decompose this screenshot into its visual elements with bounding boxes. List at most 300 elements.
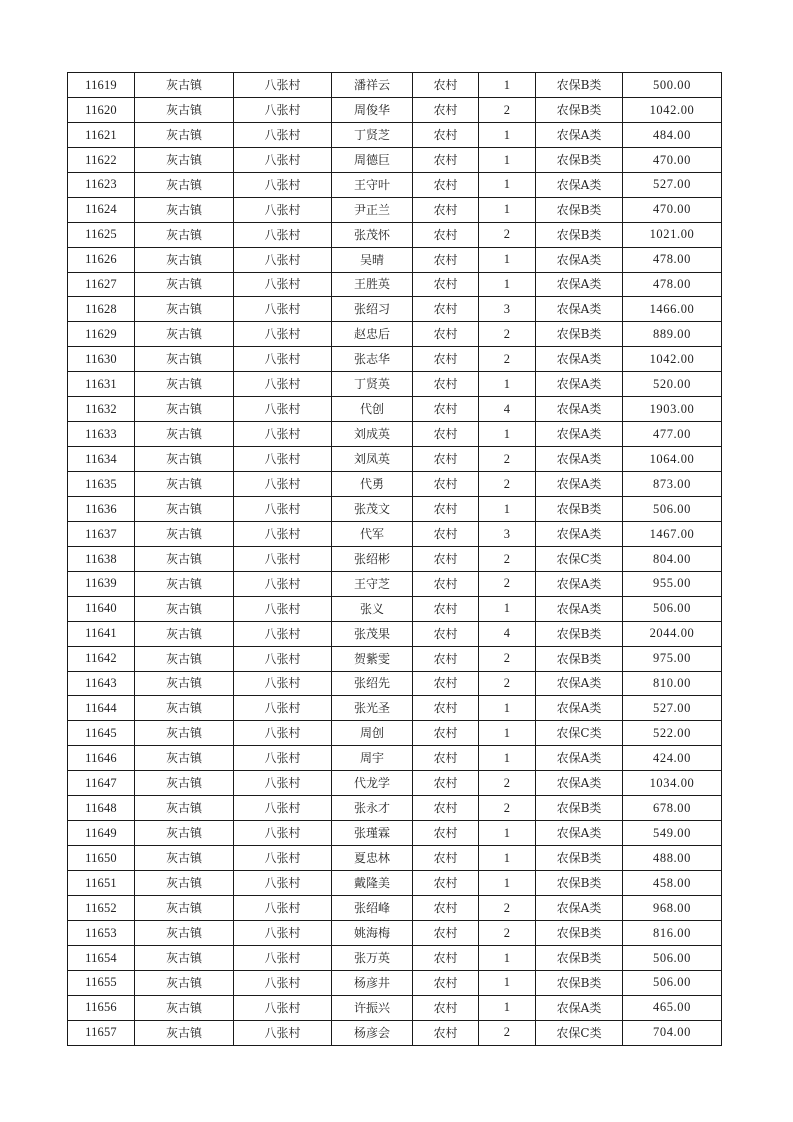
row-id-cell: 11624 <box>68 197 135 222</box>
table-row <box>68 197 722 222</box>
name-cell: 张光圣 <box>332 696 413 721</box>
area-type-cell: 农村 <box>413 347 479 372</box>
table-row <box>68 347 722 372</box>
amount-cell: 975.00 <box>623 646 722 671</box>
household-count-cell: 2 <box>479 671 536 696</box>
amount-cell: 520.00 <box>623 372 722 397</box>
village-cell: 八张村 <box>234 347 332 372</box>
row-id-cell: 11621 <box>68 122 135 147</box>
table-row <box>68 222 722 247</box>
name-cell: 周创 <box>332 721 413 746</box>
row-id-cell: 11634 <box>68 447 135 472</box>
table-row <box>68 796 722 821</box>
row-id-cell: 11632 <box>68 397 135 422</box>
town-cell: 灰古镇 <box>135 920 234 945</box>
amount-cell: 1903.00 <box>623 397 722 422</box>
table-row <box>68 721 722 746</box>
row-id-cell: 11643 <box>68 671 135 696</box>
table-row <box>68 621 722 646</box>
row-id-cell: 11646 <box>68 746 135 771</box>
town-cell: 灰古镇 <box>135 347 234 372</box>
household-count-cell: 1 <box>479 247 536 272</box>
name-cell: 张茂怀 <box>332 222 413 247</box>
amount-cell: 500.00 <box>623 73 722 98</box>
amount-cell: 810.00 <box>623 671 722 696</box>
village-cell: 八张村 <box>234 871 332 896</box>
household-count-cell: 1 <box>479 272 536 297</box>
row-id-cell: 11630 <box>68 347 135 372</box>
table-row <box>68 73 722 98</box>
row-id-cell: 11622 <box>68 147 135 172</box>
amount-cell: 816.00 <box>623 920 722 945</box>
household-count-cell: 2 <box>479 571 536 596</box>
insurance-category-cell: 农保B类 <box>536 796 623 821</box>
table-row <box>68 122 722 147</box>
row-id-cell: 11620 <box>68 97 135 122</box>
table-row <box>68 671 722 696</box>
insurance-category-cell: 农保A类 <box>536 671 623 696</box>
insurance-category-cell: 农保B类 <box>536 945 623 970</box>
table-row <box>68 871 722 896</box>
amount-cell: 1064.00 <box>623 447 722 472</box>
name-cell: 贺紫雯 <box>332 646 413 671</box>
table-row <box>68 771 722 796</box>
table-row <box>68 422 722 447</box>
town-cell: 灰古镇 <box>135 97 234 122</box>
village-cell: 八张村 <box>234 73 332 98</box>
table-row <box>68 895 722 920</box>
name-cell: 丁贤英 <box>332 372 413 397</box>
amount-cell: 527.00 <box>623 172 722 197</box>
town-cell: 灰古镇 <box>135 222 234 247</box>
name-cell: 张万英 <box>332 945 413 970</box>
household-count-cell: 3 <box>479 521 536 546</box>
area-type-cell: 农村 <box>413 895 479 920</box>
area-type-cell: 农村 <box>413 372 479 397</box>
town-cell: 灰古镇 <box>135 571 234 596</box>
name-cell: 王守叶 <box>332 172 413 197</box>
table-body <box>68 73 722 1046</box>
village-cell: 八张村 <box>234 970 332 995</box>
amount-cell: 477.00 <box>623 422 722 447</box>
village-cell: 八张村 <box>234 297 332 322</box>
row-id-cell: 11626 <box>68 247 135 272</box>
village-cell: 八张村 <box>234 496 332 521</box>
household-count-cell: 1 <box>479 721 536 746</box>
table-row <box>68 821 722 846</box>
name-cell: 杨彦井 <box>332 970 413 995</box>
insurance-category-cell: 农保A类 <box>536 397 623 422</box>
town-cell: 灰古镇 <box>135 746 234 771</box>
area-type-cell: 农村 <box>413 671 479 696</box>
village-cell: 八张村 <box>234 222 332 247</box>
table-row <box>68 397 722 422</box>
name-cell: 张瑾霖 <box>332 821 413 846</box>
household-count-cell: 1 <box>479 197 536 222</box>
amount-cell: 1042.00 <box>623 347 722 372</box>
area-type-cell: 农村 <box>413 995 479 1020</box>
insurance-category-cell: 农保B类 <box>536 197 623 222</box>
household-count-cell: 1 <box>479 846 536 871</box>
town-cell: 灰古镇 <box>135 596 234 621</box>
name-cell: 张绍峰 <box>332 895 413 920</box>
household-count-cell: 2 <box>479 1020 536 1045</box>
area-type-cell: 农村 <box>413 222 479 247</box>
insurance-category-cell: 农保A类 <box>536 122 623 147</box>
area-type-cell: 农村 <box>413 771 479 796</box>
village-cell: 八张村 <box>234 422 332 447</box>
insurance-category-cell: 农保A类 <box>536 571 623 596</box>
amount-cell: 1021.00 <box>623 222 722 247</box>
household-count-cell: 1 <box>479 422 536 447</box>
area-type-cell: 农村 <box>413 521 479 546</box>
village-cell: 八张村 <box>234 521 332 546</box>
insurance-category-cell: 农保B类 <box>536 496 623 521</box>
town-cell: 灰古镇 <box>135 197 234 222</box>
household-count-cell: 1 <box>479 945 536 970</box>
row-id-cell: 11657 <box>68 1020 135 1045</box>
village-cell: 八张村 <box>234 671 332 696</box>
village-cell: 八张村 <box>234 821 332 846</box>
insurance-category-cell: 农保B类 <box>536 970 623 995</box>
row-id-cell: 11619 <box>68 73 135 98</box>
village-cell: 八张村 <box>234 472 332 497</box>
row-id-cell: 11627 <box>68 272 135 297</box>
name-cell: 张义 <box>332 596 413 621</box>
amount-cell: 470.00 <box>623 147 722 172</box>
town-cell: 灰古镇 <box>135 447 234 472</box>
village-cell: 八张村 <box>234 995 332 1020</box>
household-count-cell: 1 <box>479 172 536 197</box>
household-count-cell: 1 <box>479 871 536 896</box>
area-type-cell: 农村 <box>413 871 479 896</box>
area-type-cell: 农村 <box>413 920 479 945</box>
name-cell: 张永才 <box>332 796 413 821</box>
household-count-cell: 4 <box>479 397 536 422</box>
amount-cell: 804.00 <box>623 546 722 571</box>
name-cell: 周宇 <box>332 746 413 771</box>
insurance-category-cell: 农保C类 <box>536 1020 623 1045</box>
village-cell: 八张村 <box>234 920 332 945</box>
town-cell: 灰古镇 <box>135 372 234 397</box>
town-cell: 灰古镇 <box>135 945 234 970</box>
area-type-cell: 农村 <box>413 621 479 646</box>
row-id-cell: 11653 <box>68 920 135 945</box>
table-row <box>68 596 722 621</box>
amount-cell: 2044.00 <box>623 621 722 646</box>
amount-cell: 889.00 <box>623 322 722 347</box>
amount-cell: 1034.00 <box>623 771 722 796</box>
name-cell: 王胜英 <box>332 272 413 297</box>
village-cell: 八张村 <box>234 1020 332 1045</box>
table-row <box>68 521 722 546</box>
insurance-category-cell: 农保B类 <box>536 920 623 945</box>
row-id-cell: 11645 <box>68 721 135 746</box>
area-type-cell: 农村 <box>413 970 479 995</box>
name-cell: 代龙学 <box>332 771 413 796</box>
area-type-cell: 农村 <box>413 796 479 821</box>
name-cell: 许振兴 <box>332 995 413 1020</box>
village-cell: 八张村 <box>234 945 332 970</box>
table-row <box>68 995 722 1020</box>
name-cell: 张绍习 <box>332 297 413 322</box>
area-type-cell: 农村 <box>413 546 479 571</box>
village-cell: 八张村 <box>234 97 332 122</box>
row-id-cell: 11648 <box>68 796 135 821</box>
table-row <box>68 646 722 671</box>
insurance-category-cell: 农保B类 <box>536 846 623 871</box>
village-cell: 八张村 <box>234 846 332 871</box>
town-cell: 灰古镇 <box>135 472 234 497</box>
area-type-cell: 农村 <box>413 945 479 970</box>
town-cell: 灰古镇 <box>135 771 234 796</box>
household-count-cell: 1 <box>479 147 536 172</box>
table-row <box>68 272 722 297</box>
village-cell: 八张村 <box>234 721 332 746</box>
household-count-cell: 1 <box>479 821 536 846</box>
household-count-cell: 1 <box>479 696 536 721</box>
row-id-cell: 11639 <box>68 571 135 596</box>
town-cell: 灰古镇 <box>135 871 234 896</box>
household-count-cell: 2 <box>479 447 536 472</box>
area-type-cell: 农村 <box>413 97 479 122</box>
town-cell: 灰古镇 <box>135 696 234 721</box>
town-cell: 灰古镇 <box>135 397 234 422</box>
insurance-category-cell: 农保A类 <box>536 472 623 497</box>
name-cell: 杨彦会 <box>332 1020 413 1045</box>
insurance-category-cell: 农保A类 <box>536 746 623 771</box>
insurance-category-cell: 农保B类 <box>536 646 623 671</box>
name-cell: 尹正兰 <box>332 197 413 222</box>
row-id-cell: 11641 <box>68 621 135 646</box>
amount-cell: 968.00 <box>623 895 722 920</box>
amount-cell: 478.00 <box>623 272 722 297</box>
row-id-cell: 11638 <box>68 546 135 571</box>
household-count-cell: 2 <box>479 895 536 920</box>
town-cell: 灰古镇 <box>135 621 234 646</box>
household-count-cell: 2 <box>479 796 536 821</box>
insurance-category-cell: 农保A类 <box>536 821 623 846</box>
insurance-category-cell: 农保A类 <box>536 596 623 621</box>
town-cell: 灰古镇 <box>135 297 234 322</box>
row-id-cell: 11636 <box>68 496 135 521</box>
insurance-category-cell: 农保A类 <box>536 347 623 372</box>
amount-cell: 506.00 <box>623 970 722 995</box>
table-row <box>68 496 722 521</box>
area-type-cell: 农村 <box>413 821 479 846</box>
village-cell: 八张村 <box>234 895 332 920</box>
name-cell: 周俊华 <box>332 97 413 122</box>
row-id-cell: 11654 <box>68 945 135 970</box>
table-row <box>68 920 722 945</box>
area-type-cell: 农村 <box>413 147 479 172</box>
name-cell: 戴隆美 <box>332 871 413 896</box>
household-count-cell: 2 <box>479 920 536 945</box>
name-cell: 代勇 <box>332 472 413 497</box>
village-cell: 八张村 <box>234 122 332 147</box>
area-type-cell: 农村 <box>413 122 479 147</box>
village-cell: 八张村 <box>234 746 332 771</box>
town-cell: 灰古镇 <box>135 895 234 920</box>
insurance-category-cell: 农保B类 <box>536 147 623 172</box>
household-count-cell: 1 <box>479 970 536 995</box>
table-row <box>68 472 722 497</box>
row-id-cell: 11649 <box>68 821 135 846</box>
area-type-cell: 农村 <box>413 846 479 871</box>
household-count-cell: 3 <box>479 297 536 322</box>
household-count-cell: 2 <box>479 546 536 571</box>
household-count-cell: 2 <box>479 322 536 347</box>
insurance-category-cell: 农保C类 <box>536 721 623 746</box>
name-cell: 周德巨 <box>332 147 413 172</box>
village-cell: 八张村 <box>234 646 332 671</box>
insurance-category-cell: 农保A类 <box>536 447 623 472</box>
amount-cell: 527.00 <box>623 696 722 721</box>
amount-cell: 506.00 <box>623 945 722 970</box>
household-count-cell: 2 <box>479 472 536 497</box>
area-type-cell: 农村 <box>413 496 479 521</box>
table-row <box>68 945 722 970</box>
household-count-cell: 2 <box>479 347 536 372</box>
village-cell: 八张村 <box>234 272 332 297</box>
area-type-cell: 农村 <box>413 472 479 497</box>
town-cell: 灰古镇 <box>135 546 234 571</box>
area-type-cell: 农村 <box>413 297 479 322</box>
household-count-cell: 2 <box>479 222 536 247</box>
amount-cell: 506.00 <box>623 596 722 621</box>
town-cell: 灰古镇 <box>135 995 234 1020</box>
table-row <box>68 571 722 596</box>
name-cell: 代创 <box>332 397 413 422</box>
table-row <box>68 147 722 172</box>
table-row <box>68 447 722 472</box>
household-count-cell: 2 <box>479 646 536 671</box>
amount-cell: 678.00 <box>623 796 722 821</box>
name-cell: 潘祥云 <box>332 73 413 98</box>
amount-cell: 424.00 <box>623 746 722 771</box>
area-type-cell: 农村 <box>413 172 479 197</box>
town-cell: 灰古镇 <box>135 496 234 521</box>
amount-cell: 1466.00 <box>623 297 722 322</box>
area-type-cell: 农村 <box>413 397 479 422</box>
town-cell: 灰古镇 <box>135 521 234 546</box>
household-count-cell: 1 <box>479 995 536 1020</box>
area-type-cell: 农村 <box>413 197 479 222</box>
benefit-roster-table <box>67 72 722 1046</box>
row-id-cell: 11652 <box>68 895 135 920</box>
insurance-category-cell: 农保B类 <box>536 322 623 347</box>
village-cell: 八张村 <box>234 247 332 272</box>
village-cell: 八张村 <box>234 621 332 646</box>
name-cell: 刘成英 <box>332 422 413 447</box>
insurance-category-cell: 农保A类 <box>536 521 623 546</box>
household-count-cell: 1 <box>479 596 536 621</box>
insurance-category-cell: 农保A类 <box>536 422 623 447</box>
amount-cell: 458.00 <box>623 871 722 896</box>
insurance-category-cell: 农保A类 <box>536 372 623 397</box>
row-id-cell: 11642 <box>68 646 135 671</box>
name-cell: 夏忠林 <box>332 846 413 871</box>
name-cell: 吴晴 <box>332 247 413 272</box>
area-type-cell: 农村 <box>413 422 479 447</box>
village-cell: 八张村 <box>234 147 332 172</box>
area-type-cell: 农村 <box>413 272 479 297</box>
table-row <box>68 247 722 272</box>
table-row <box>68 1020 722 1045</box>
area-type-cell: 农村 <box>413 73 479 98</box>
area-type-cell: 农村 <box>413 1020 479 1045</box>
insurance-category-cell: 农保A类 <box>536 247 623 272</box>
table-row <box>68 297 722 322</box>
name-cell: 赵忠后 <box>332 322 413 347</box>
area-type-cell: 农村 <box>413 571 479 596</box>
town-cell: 灰古镇 <box>135 122 234 147</box>
village-cell: 八张村 <box>234 197 332 222</box>
insurance-category-cell: 农保A类 <box>536 771 623 796</box>
town-cell: 灰古镇 <box>135 247 234 272</box>
name-cell: 张志华 <box>332 347 413 372</box>
table-row <box>68 322 722 347</box>
row-id-cell: 11635 <box>68 472 135 497</box>
village-cell: 八张村 <box>234 397 332 422</box>
village-cell: 八张村 <box>234 771 332 796</box>
name-cell: 张绍彬 <box>332 546 413 571</box>
table-row <box>68 746 722 771</box>
village-cell: 八张村 <box>234 696 332 721</box>
town-cell: 灰古镇 <box>135 73 234 98</box>
amount-cell: 484.00 <box>623 122 722 147</box>
village-cell: 八张村 <box>234 322 332 347</box>
table-row <box>68 97 722 122</box>
area-type-cell: 农村 <box>413 447 479 472</box>
household-count-cell: 1 <box>479 73 536 98</box>
area-type-cell: 农村 <box>413 247 479 272</box>
town-cell: 灰古镇 <box>135 796 234 821</box>
amount-cell: 478.00 <box>623 247 722 272</box>
amount-cell: 549.00 <box>623 821 722 846</box>
name-cell: 刘凤英 <box>332 447 413 472</box>
town-cell: 灰古镇 <box>135 322 234 347</box>
town-cell: 灰古镇 <box>135 970 234 995</box>
row-id-cell: 11647 <box>68 771 135 796</box>
insurance-category-cell: 农保B类 <box>536 73 623 98</box>
town-cell: 灰古镇 <box>135 422 234 447</box>
table-row <box>68 696 722 721</box>
insurance-category-cell: 农保A类 <box>536 172 623 197</box>
row-id-cell: 11628 <box>68 297 135 322</box>
insurance-category-cell: 农保C类 <box>536 546 623 571</box>
name-cell: 张绍先 <box>332 671 413 696</box>
village-cell: 八张村 <box>234 596 332 621</box>
village-cell: 八张村 <box>234 372 332 397</box>
town-cell: 灰古镇 <box>135 821 234 846</box>
insurance-category-cell: 农保A类 <box>536 272 623 297</box>
row-id-cell: 11629 <box>68 322 135 347</box>
name-cell: 张茂果 <box>332 621 413 646</box>
insurance-category-cell: 农保B类 <box>536 871 623 896</box>
town-cell: 灰古镇 <box>135 846 234 871</box>
row-id-cell: 11644 <box>68 696 135 721</box>
household-count-cell: 2 <box>479 97 536 122</box>
table-row <box>68 372 722 397</box>
table-row <box>68 546 722 571</box>
household-count-cell: 1 <box>479 496 536 521</box>
town-cell: 灰古镇 <box>135 721 234 746</box>
household-count-cell: 1 <box>479 372 536 397</box>
row-id-cell: 11655 <box>68 970 135 995</box>
row-id-cell: 11633 <box>68 422 135 447</box>
area-type-cell: 农村 <box>413 696 479 721</box>
